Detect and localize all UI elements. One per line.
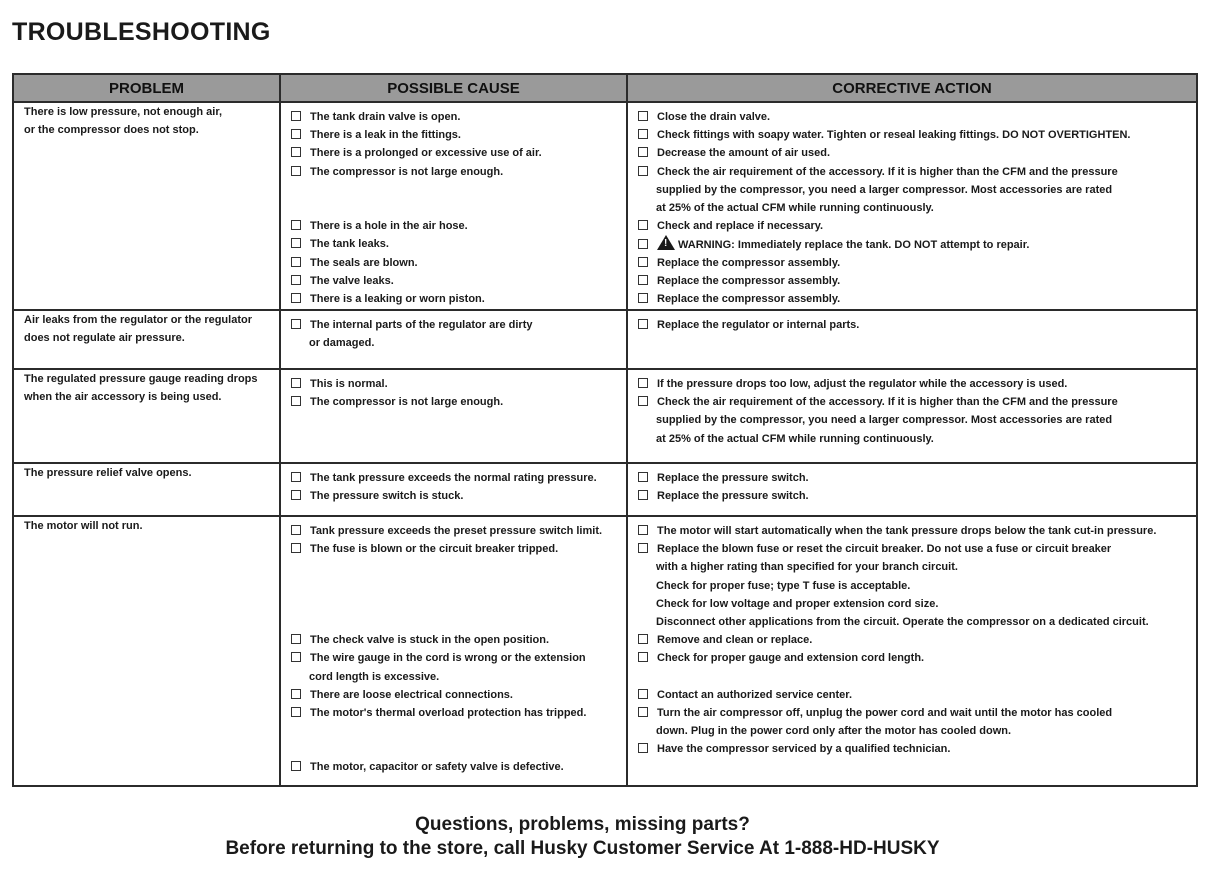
- action-line: [638, 126, 1196, 144]
- cause-line: [291, 722, 626, 740]
- cause-line: [291, 595, 626, 613]
- action-text: The motor will start automatically when the tank pressure drops below the tank cut-in pressure.: [657, 525, 1157, 537]
- checkbox-icon: [638, 239, 648, 249]
- cause-line: [291, 334, 626, 352]
- cause-line: [291, 686, 626, 704]
- action-text: Replace the pressure switch.: [657, 472, 809, 484]
- checkbox-icon: [291, 634, 301, 644]
- cause-text: Tank pressure exceeds the preset pressure switch limit.: [310, 525, 603, 537]
- problem-cell: [13, 102, 280, 310]
- action-text: Replace the regulator or internal parts.: [657, 319, 860, 331]
- action-line: [638, 393, 1196, 411]
- cause-text: The motor, capacitor or safety valve is defective.: [310, 761, 564, 774]
- action-line: [638, 199, 1196, 217]
- cause-line: [291, 254, 626, 272]
- cause-cell: [280, 102, 627, 310]
- cause-text: There is a leak in the fittings.: [310, 129, 461, 142]
- action-text: Turn the air compressor off, unplug the power cord and wait until the motor has cooled: [657, 706, 1113, 719]
- checkbox-icon: [291, 275, 301, 285]
- problem-text: There is low pressure, not enough air,: [24, 106, 223, 118]
- cause-text: The motor's thermal overload protection has tripped.: [310, 706, 587, 719]
- cause-text: The seals are blown.: [310, 256, 418, 269]
- cause-line: [291, 704, 626, 722]
- action-line: [638, 290, 1196, 308]
- checkbox-icon: [291, 525, 301, 535]
- cause-text: There is a leaking or worn piston.: [310, 292, 485, 305]
- checkbox-icon: [638, 396, 648, 406]
- checkbox-icon: [291, 543, 301, 553]
- problem-cell: [13, 310, 280, 369]
- cause-line: [291, 613, 626, 631]
- cause-text: The pressure switch is stuck.: [310, 490, 464, 503]
- cause-line: [291, 144, 626, 162]
- action-line: [638, 740, 1196, 758]
- checkbox-icon: [638, 319, 648, 329]
- checkbox-icon: [291, 319, 301, 329]
- action-text: Check fittings with soapy water. Tighten or reseal leaking fittings. DO NOT OVERTIGHTEN.: [657, 129, 1131, 142]
- action-line: [638, 722, 1196, 740]
- problem-cell: [13, 463, 280, 516]
- action-text: Replace the pressure switch.: [657, 490, 809, 503]
- action-text: Replace the compressor assembly.: [657, 256, 841, 269]
- cause-line: [291, 740, 626, 758]
- cause-text: The compressor is not large enough.: [310, 165, 504, 178]
- checkbox-icon: [638, 166, 648, 176]
- action-text: Check for proper gauge and extension cord length.: [657, 652, 925, 665]
- table-row: [13, 463, 1197, 516]
- header-corrective-action: CORRECTIVE ACTION: [627, 74, 1197, 102]
- cause-line: [291, 199, 626, 217]
- cause-text: There are loose electrical connections.: [310, 688, 513, 701]
- action-cell: [627, 310, 1197, 369]
- cause-cell: [280, 369, 627, 463]
- cause-cell: [280, 310, 627, 369]
- cause-line: [291, 217, 626, 235]
- cause-text: This is normal.: [310, 378, 388, 390]
- action-text: supplied by the compressor, you need a larger compressor. Most accessories are rated: [656, 183, 1113, 196]
- action-line: [638, 375, 1196, 393]
- action-line: [638, 163, 1196, 181]
- cause-text: The wire gauge in the cord is wrong or the extension: [310, 652, 586, 665]
- cause-text: The check valve is stuck in the open position.: [310, 634, 550, 647]
- action-line: [638, 577, 1196, 595]
- checkbox-icon: [638, 689, 648, 699]
- problem-cell: [13, 369, 280, 463]
- cause-line: [291, 558, 626, 576]
- action-text: Remove and clean or replace.: [657, 634, 813, 647]
- action-line: [638, 235, 1196, 253]
- checkbox-icon: [638, 490, 648, 500]
- action-text: Check and replace if necessary.: [657, 220, 824, 233]
- checkbox-icon: [291, 111, 301, 121]
- table-header-row: [13, 74, 1197, 102]
- checkbox-icon: [638, 293, 648, 303]
- checkbox-icon: [291, 147, 301, 157]
- cause-text: The valve leaks.: [310, 274, 394, 287]
- action-line: [638, 430, 1196, 448]
- action-line: [638, 613, 1196, 631]
- cause-text: The internal parts of the regulator are dirty: [310, 319, 533, 331]
- cause-line: [291, 181, 626, 199]
- checkbox-icon: [638, 378, 648, 388]
- checkbox-icon: [291, 166, 301, 176]
- header-possible-cause: POSSIBLE CAUSE: [280, 74, 627, 102]
- action-text: Replace the compressor assembly.: [657, 274, 841, 287]
- action-text: Have the compressor serviced by a qualified technician.: [657, 743, 951, 756]
- header-problem: PROBLEM: [13, 74, 280, 102]
- cause-text: There is a prolonged or excessive use of air.: [310, 147, 542, 160]
- checkbox-icon: [291, 129, 301, 139]
- checkbox-icon: [291, 761, 301, 771]
- checkbox-icon: [638, 129, 648, 139]
- cause-line: [291, 577, 626, 595]
- cause-line: [291, 393, 626, 411]
- action-line: [638, 181, 1196, 199]
- troubleshooting-table: [12, 73, 1198, 787]
- cause-line: [291, 163, 626, 181]
- cause-line: [291, 290, 626, 308]
- action-line: [638, 558, 1196, 576]
- problem-text: Air leaks from the regulator or the regulator: [24, 314, 252, 326]
- problem-text: does not regulate air pressure.: [24, 332, 185, 345]
- checkbox-icon: [291, 707, 301, 717]
- table-row: [13, 516, 1197, 786]
- checkbox-icon: [638, 707, 648, 717]
- action-text: WARNING: Immediately replace the tank. DO NOT attempt to repair.: [678, 239, 1030, 252]
- problem-text: when the air accessory is being used.: [24, 391, 222, 404]
- cause-line: [291, 522, 626, 540]
- cause-line: [291, 631, 626, 649]
- action-text: Contact an authorized service center.: [657, 688, 853, 701]
- checkbox-icon: [638, 220, 648, 230]
- checkbox-icon: [638, 472, 648, 482]
- action-line: [638, 649, 1196, 667]
- cause-line: [291, 758, 626, 776]
- checkbox-icon: [638, 652, 648, 662]
- cause-line: [291, 649, 626, 667]
- action-line: [638, 316, 1196, 334]
- cause-line: [291, 469, 626, 487]
- action-text: Check for proper fuse; type T fuse is acceptable.: [656, 579, 911, 592]
- action-text: with a higher rating than specified for your branch circuit.: [656, 561, 958, 574]
- action-cell: [627, 102, 1197, 310]
- checkbox-icon: [638, 111, 648, 121]
- problem-text: The pressure relief valve opens.: [24, 467, 192, 479]
- cause-cell: [280, 463, 627, 516]
- cause-text: The tank leaks.: [310, 238, 389, 251]
- checkbox-icon: [291, 378, 301, 388]
- action-line: [638, 595, 1196, 613]
- action-text: Check for low voltage and proper extension cord size.: [656, 597, 939, 610]
- cause-text: There is a hole in the air hose.: [310, 220, 468, 233]
- action-text: Check the air requirement of the accessory. If it is higher than the CFM and the pressure: [657, 165, 1118, 178]
- checkbox-icon: [638, 525, 648, 535]
- cause-text: The compressor is not large enough.: [310, 396, 504, 409]
- action-line: [638, 540, 1196, 558]
- action-text: Replace the blown fuse or reset the circuit breaker. Do not use a fuse or circuit breaker: [657, 543, 1112, 556]
- checkbox-icon: [291, 396, 301, 406]
- checkbox-icon: [291, 689, 301, 699]
- problem-text: The motor will not run.: [24, 520, 143, 532]
- cause-text: The tank pressure exceeds the normal rating pressure.: [310, 472, 597, 484]
- cause-line: [291, 235, 626, 253]
- cause-line: [291, 108, 626, 126]
- action-line: [638, 272, 1196, 290]
- cause-text: The fuse is blown or the circuit breaker tripped.: [310, 543, 559, 556]
- page-title: TROUBLESHOOTING: [12, 18, 271, 46]
- action-line: [638, 487, 1196, 505]
- cause-text: The tank drain valve is open.: [310, 111, 461, 123]
- action-text: Disconnect other applications from the circuit. Operate the compressor on a dedicated circuit.: [656, 615, 1149, 628]
- warning-icon: [657, 235, 675, 250]
- action-text: supplied by the compressor, you need a larger compressor. Most accessories are rated: [656, 414, 1113, 427]
- action-line: [638, 704, 1196, 722]
- action-line: [638, 217, 1196, 235]
- action-text: If the pressure drops too low, adjust the regulator while the accessory is used.: [657, 378, 1068, 390]
- action-cell: [627, 516, 1197, 786]
- cause-line: [291, 668, 626, 686]
- action-cell: [627, 463, 1197, 516]
- checkbox-icon: [291, 257, 301, 267]
- cause-line: [291, 375, 626, 393]
- action-text: Check the air requirement of the accessory. If it is higher than the CFM and the pressure: [657, 396, 1118, 409]
- action-text: Decrease the amount of air used.: [657, 147, 830, 160]
- action-line: [638, 411, 1196, 429]
- action-line: [638, 668, 1196, 686]
- cause-text: or damaged.: [309, 337, 375, 350]
- cause-line: [291, 272, 626, 290]
- checkbox-icon: [638, 147, 648, 157]
- problem-cell: [13, 516, 280, 786]
- footer-question: Questions, problems, missing parts?: [415, 814, 750, 835]
- cause-line: [291, 316, 626, 334]
- action-text: Replace the compressor assembly.: [657, 292, 841, 305]
- table-row: [13, 102, 1197, 310]
- cause-line: [291, 126, 626, 144]
- action-line: [638, 108, 1196, 126]
- action-text: Close the drain valve.: [657, 111, 771, 123]
- footer-customer-service: Before returning to the store, call Husky Customer Service At 1-888-HD-HUSKY: [225, 838, 940, 859]
- action-text: at 25% of the actual CFM while running continuously.: [656, 201, 934, 214]
- checkbox-icon: [638, 257, 648, 267]
- checkbox-icon: [638, 634, 648, 644]
- checkbox-icon: [291, 472, 301, 482]
- table-row: [13, 310, 1197, 369]
- action-line: [638, 522, 1196, 540]
- cause-line: [291, 487, 626, 505]
- table-body: [13, 102, 1197, 786]
- checkbox-icon: [291, 293, 301, 303]
- action-cell: [627, 369, 1197, 463]
- checkbox-icon: [638, 543, 648, 553]
- cause-text: cord length is excessive.: [309, 670, 440, 683]
- checkbox-icon: [638, 743, 648, 753]
- checkbox-icon: [291, 490, 301, 500]
- action-line: [638, 686, 1196, 704]
- action-line: [638, 254, 1196, 272]
- checkbox-icon: [291, 220, 301, 230]
- action-line: [638, 469, 1196, 487]
- problem-text: The regulated pressure gauge reading drops: [24, 373, 258, 385]
- checkbox-icon: [291, 652, 301, 662]
- action-text: at 25% of the actual CFM while running continuously.: [656, 432, 934, 445]
- action-text: down. Plug in the power cord only after the motor has cooled down.: [656, 725, 1012, 738]
- cause-cell: [280, 516, 627, 786]
- checkbox-icon: [291, 238, 301, 248]
- cause-line: [291, 540, 626, 558]
- problem-text: or the compressor does not stop.: [24, 124, 199, 137]
- checkbox-icon: [638, 275, 648, 285]
- table-row: [13, 369, 1197, 463]
- action-line: [638, 144, 1196, 162]
- action-line: [638, 631, 1196, 649]
